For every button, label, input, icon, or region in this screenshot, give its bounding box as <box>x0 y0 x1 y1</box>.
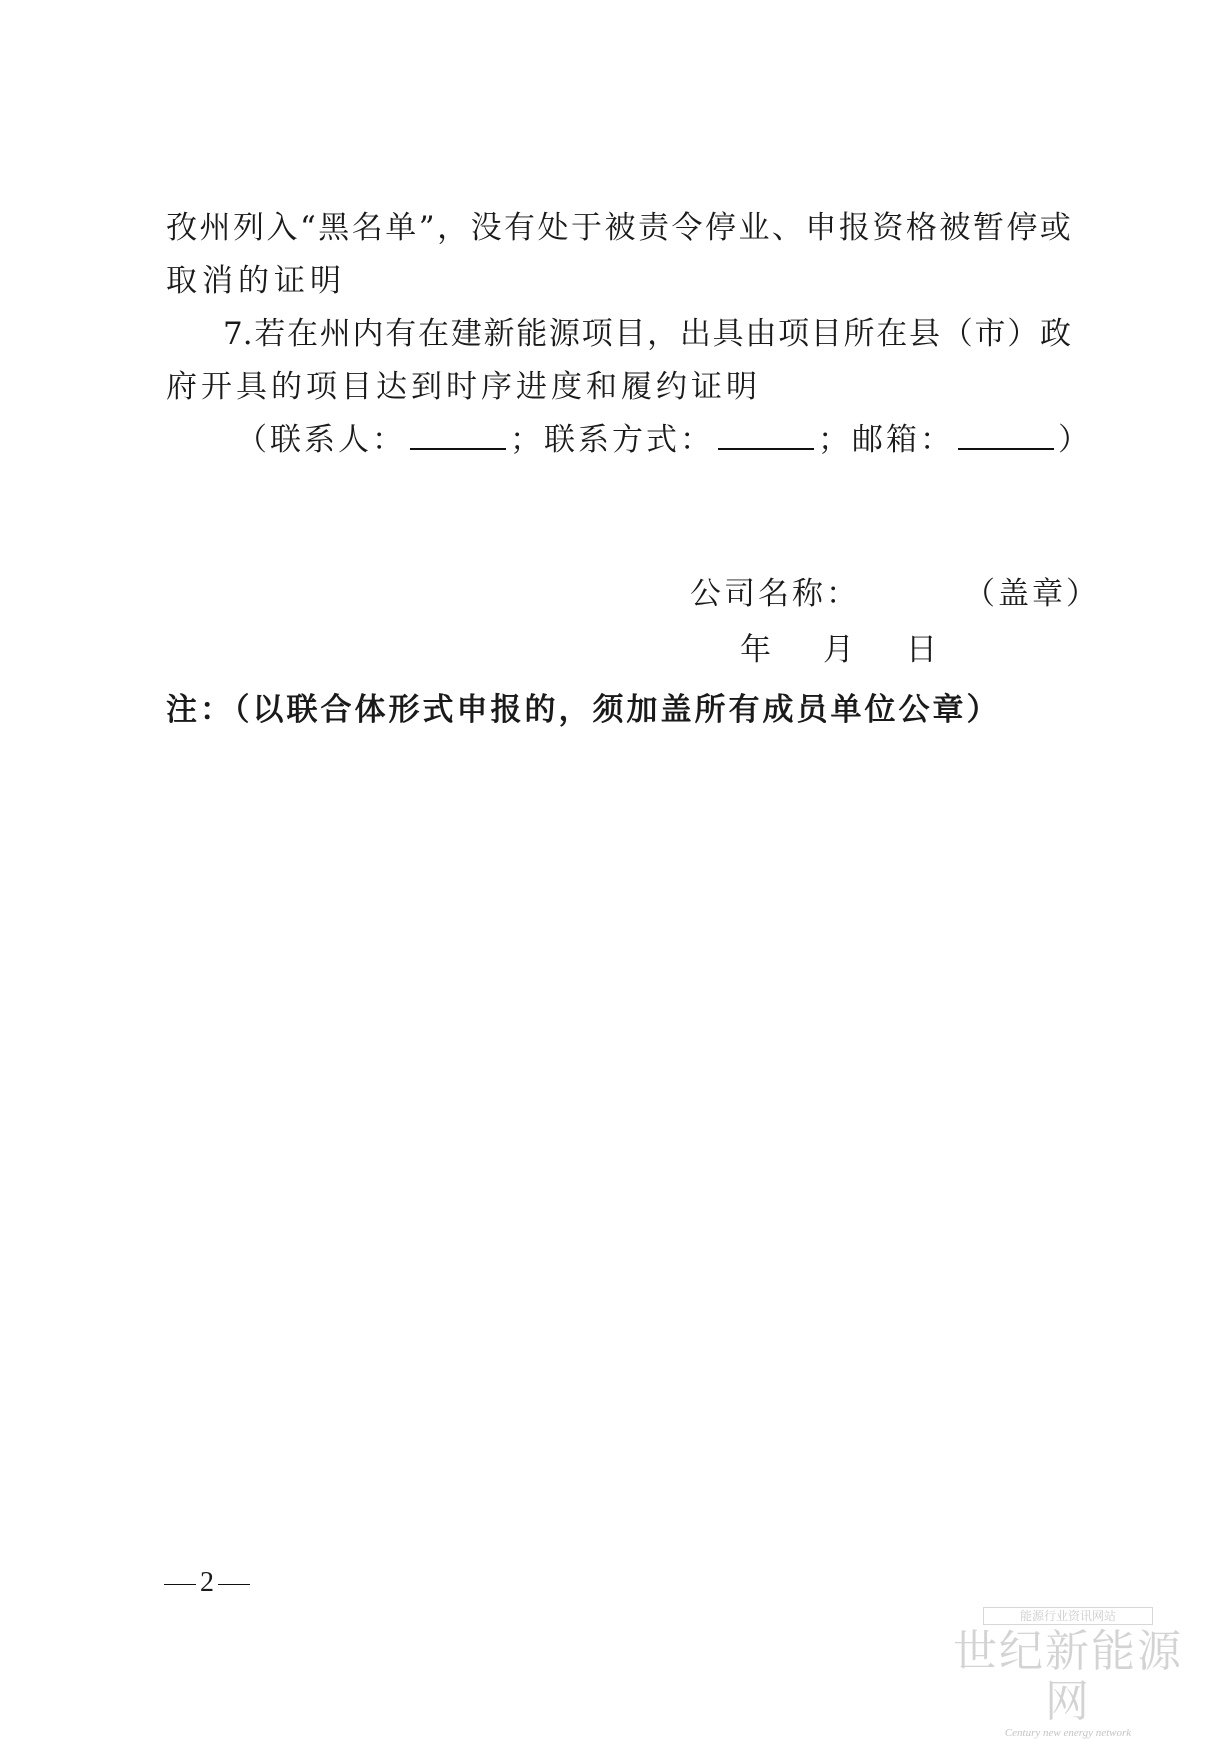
contact-method-blank <box>718 420 814 450</box>
text-glyph: 新 <box>483 316 515 352</box>
text-glyph: 建 <box>450 316 482 352</box>
company-name-label: 公司名称： <box>690 576 860 612</box>
paragraph-line-4: 府开具的项目达到时序进度和履约证明 <box>166 369 761 405</box>
text-glyph: 7. <box>223 316 253 352</box>
seal-label: （盖章） <box>964 576 1100 612</box>
day-label: 日 <box>906 632 937 668</box>
text-glyph: 没 <box>470 210 502 246</box>
text-glyph: 或 <box>1039 210 1071 246</box>
contact-sep-1: ；联系方式： <box>510 422 714 458</box>
text-glyph: 在 <box>417 316 449 352</box>
text-glyph: 所 <box>843 316 875 352</box>
text-glyph: 处 <box>537 210 569 246</box>
text-glyph: 州 <box>199 210 231 246</box>
contact-person-blank <box>410 420 506 450</box>
text-glyph: 政 <box>1039 316 1071 352</box>
text-glyph: 、 <box>771 210 803 246</box>
text-glyph: 令 <box>671 210 703 246</box>
text-glyph: 名 <box>351 210 383 246</box>
text-glyph: 列 <box>232 210 264 246</box>
company-name-line <box>690 574 1100 614</box>
text-glyph: 停 <box>1006 210 1038 246</box>
text-glyph: 市 <box>974 316 1006 352</box>
text-glyph: 申 <box>805 210 837 246</box>
text-glyph: 项 <box>778 316 810 352</box>
text-glyph: 目 <box>810 316 842 352</box>
text-glyph: 单 <box>385 210 417 246</box>
watermark-english-text: Century new energy network <box>1004 1727 1132 1739</box>
text-glyph: 有 <box>504 210 536 246</box>
paragraph-line-1 <box>166 208 1071 248</box>
text-glyph: 业 <box>738 210 770 246</box>
text-glyph: 若 <box>254 316 286 352</box>
date-line <box>740 630 937 670</box>
page-number-value: 2 <box>200 1567 214 1598</box>
text-glyph: 具 <box>712 316 744 352</box>
text-glyph: 由 <box>745 316 777 352</box>
text-glyph: 报 <box>838 210 870 246</box>
text-glyph: 停 <box>704 210 736 246</box>
text-glyph: “ <box>299 210 316 246</box>
month-label: 月 <box>823 632 854 668</box>
contact-open: （联系人： <box>236 422 406 458</box>
text-glyph: 格 <box>905 210 937 246</box>
contact-line <box>236 420 1092 460</box>
text-glyph: 被 <box>939 210 971 246</box>
text-glyph: ” <box>418 210 435 246</box>
text-glyph: 项 <box>581 316 613 352</box>
text-glyph: 资 <box>872 210 904 246</box>
contact-close: ） <box>1058 422 1092 458</box>
note-text: 注：（以联合体形式申报的，须加盖所有成员单位公章） <box>166 692 1001 728</box>
text-glyph: 出 <box>679 316 711 352</box>
watermark-logo <box>948 1607 1188 1739</box>
page-number <box>164 1565 250 1601</box>
text-glyph: 责 <box>637 210 669 246</box>
text-glyph: 源 <box>548 316 580 352</box>
text-glyph: 黑 <box>318 210 350 246</box>
text-glyph: 在 <box>876 316 908 352</box>
text-glyph: 目 <box>614 316 646 352</box>
text-glyph: ） <box>1007 316 1039 352</box>
paragraph-line-3 <box>223 314 1071 354</box>
email-blank <box>958 420 1054 450</box>
page-dash-right <box>218 1584 250 1585</box>
text-glyph: 州 <box>319 316 351 352</box>
text-glyph: 能 <box>516 316 548 352</box>
text-glyph: ， <box>647 316 679 352</box>
year-label: 年 <box>740 632 771 668</box>
text-glyph: 在 <box>287 316 319 352</box>
text-glyph: 入 <box>266 210 298 246</box>
text-glyph: 孜 <box>166 210 197 246</box>
text-glyph: ， <box>437 210 469 246</box>
text-glyph: （ <box>941 316 973 352</box>
text-glyph: 被 <box>604 210 636 246</box>
watermark-top-text: 能源行业资讯网站 <box>983 1607 1153 1625</box>
text-glyph: 县 <box>909 316 940 352</box>
watermark-main-text: 世纪新能源网 <box>953 1626 1183 1727</box>
page-dash-left <box>164 1584 196 1585</box>
paragraph-line-2: 取消的证明 <box>166 263 346 299</box>
contact-sep-2: ；邮箱： <box>818 422 954 458</box>
text-glyph: 暂 <box>972 210 1004 246</box>
text-glyph: 内 <box>352 316 384 352</box>
text-glyph: 于 <box>571 210 603 246</box>
text-glyph: 有 <box>385 316 417 352</box>
